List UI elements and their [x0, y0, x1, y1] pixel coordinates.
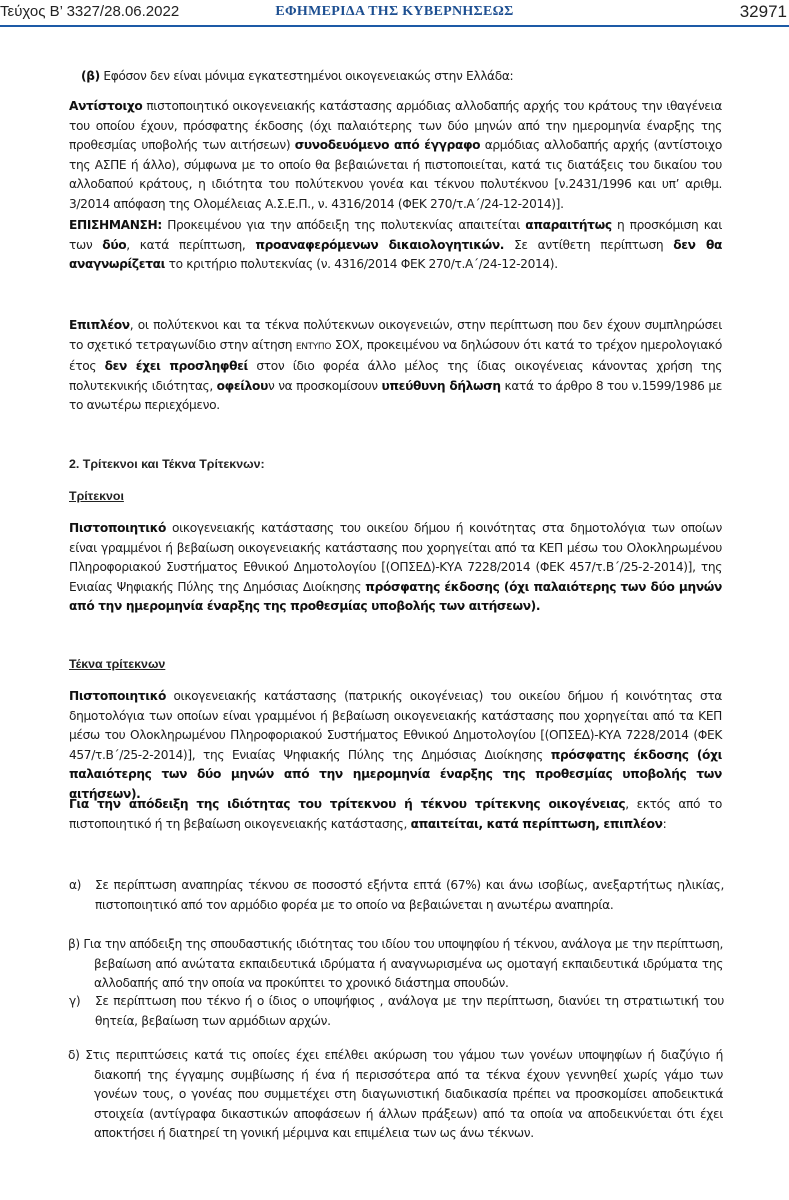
paragraph-episimansi: ΕΠΙΣΗΜΑΝΣΗ: Προκειμένου για την απόδειξη της πολυτεκνίας απαιτείται απαραιτήτως η προσκόμιση και των δύο, κατά περίπτωση, προαναφερόμενων δικαιολογητικών. Σε αντίθετη περίπτωση δεν θα αναγνωρίζεται το κριτήριο πολυτεκνίας (ν. 4316/2014 ΦΕΚ 270/τ.Α΄/24-12-2014).: [69, 218, 722, 271]
subheading-tritekni: Τρίτεκνοι: [69, 489, 124, 503]
gazette-title: ΕΦΗΜΕΡΙΔΑ ΤΗΣ ΚΥΒΕΡΝΗΣΕΩΣ: [275, 4, 514, 19]
section-beta-marker: (β): [81, 69, 100, 83]
paragraph-tekna-certificate: Πιστοποιητικό οικογενειακής κατάστασης (πατρικής οικογένειας) του οικείου δήμου ή κοινότητας στα δημοτολόγια των οποίων είναι γραμμένοι ή βεβαίωση οικογενειακής κατάστασης που χορηγείται από τα ΚΕΠ μέσω του Ολοκληρωμένου Πληροφοριακού Συστήματος Εθνικού Δημοτολογίου [(ΟΠΣΕΔ)-ΚΥΑ 7228/2014 (ΦΕΚ 457/τ.Β΄/25-2-2014)], της Ενιαίας Ψηφιακής Πύλης της Δημόσιας Διοίκησης πρόσφατης έκδοσης (όχι παλαιότερης των δύο μηνών από την ημερομηνία έναρξης της προθεσμίας υποβολής των αιτήσεων).: [69, 689, 722, 801]
header-rule: [0, 25, 789, 27]
section-beta-line: (β) Εφόσον δεν είναι μόνιμα εγκατεστημένοι οικογενειακώς στην Ελλάδα:: [81, 69, 514, 83]
list-item-delta: δ) Στις περιπτώσεις κατά τις οποίες έχει επέλθει ακύρωση του γάμου των γονέων υποψηφίων ή διαζύγιο ή διακοπή της έγγαμης συμβίωσης ή ένα ή περισσότερα από τα τέκνα έχουν γεννηθεί χωρίς γάμο των γονέων τους, ο γονέας που συμμετέχει στη διαγωνιστική διαδικασία πρέπει να προσκομίσει αποδεικτικά στοιχεία (αντίγραφα δικαστικών αποφάσεων ή άλλων πράξεων) από τα οποία να αποδεικνύεται ότι έχει αποκτήσει ή διατηρεί τη γονική μέριμνα και επιμέλεια των ως άνω τέκνων.: [68, 1048, 723, 1140]
section-2-heading: 2. Τρίτεκνοι και Τέκνα Τρίτεκνων:: [69, 457, 265, 471]
page-header: [0, 0, 789, 26]
list-item-beta: β) Για την απόδειξη της σπουδαστικής ιδιότητας του ιδίου του υποψηφίου ή τέκνου, ανάλογα με την περίπτωση, βεβαίωση από ανώτατα εκπαιδευτικά ιδρύματα ή αναγνωρισμένα ως ομοταγή εκπαιδευτικά ιδρύματα της αλλοδαπής από την οποία να προκύπτει το χρονικό διάστημα σπουδών.: [68, 937, 723, 990]
paragraph-proof-requirements: Για την απόδειξη της ιδιότητας του τρίτεκνου ή τέκνου τρίτεκνης οικογένειας, εκτός από το πιστοποιητικό ή τη βεβαίωση οικογενειακής κατάστασης, απαιτείται, κατά περίπτωση, επιπλέον:: [69, 797, 723, 831]
subheading-tekna-tritekvon: Τέκνα τρίτεκνων: [69, 657, 166, 671]
list-marker: γ): [69, 994, 81, 1008]
paragraph-tritekni-certificate: Πιστοποιητικό οικογενειακής κατάστασης του οικείου δήμου ή κοινότητας στα δημοτολόγια των οποίων είναι γραμμένοι ή βεβαίωση οικογενειακής κατάστασης που χορηγείται από τα ΚΕΠ μέσω του Ολοκληρωμένου Πληροφοριακού Συστήματος Εθνικού Δημοτολογίου [(ΟΠΣΕΔ)-ΚΥΑ 7228/2014 (ΦΕΚ 457/τ.Β΄/25-2-2014)], της Ενιαίας Ψηφιακής Πύλης της Δημόσιας Διοίκησης πρόσφατης έκδοσης (όχι παλαιότερης των δύο μηνών από την ημερομηνία έναρξης της προθεσμίας υποβολής των αιτήσεων).: [69, 521, 722, 613]
list-marker: β): [68, 937, 80, 951]
list-marker: α): [69, 878, 82, 892]
list-item-alpha: α) Σε περίπτωση αναπηρίας τέκνου σε ποσοστό εξήντα επτά (67%) και άνω ισοβίως, ανεξαρτήτως ηλικίας, πιστοποιητικό από τον αρμόδιο φορέα με το οποίο να βεβαιώνεται η ανωτέρω αναπηρία.: [69, 878, 724, 912]
list-marker: δ): [68, 1048, 80, 1062]
issue-label: Τεύχος Β’ 3327/28.06.2022: [0, 3, 180, 20]
list-item-gamma: γ) Σε περίπτωση που τέκνο ή ο ίδιος ο υποψήφιος , ανάλογα με την περίπτωση, διανύει τη στρατιωτική του θητεία, βεβαίωση των αρμόδιων αρχών.: [69, 994, 724, 1028]
paragraph-epipleon: Επιπλέον, οι πολύτεκνοι και τα τέκνα πολύτεκνων οικογενειών, στην περίπτωση που δεν έχουν συμπληρώσει το σχετικό τετραγωνίδιο στην αίτηση ΕΝΤΥΠΟ ΣΟΧ, προκειμένου να δηλώσουν ότι κατά το τρέχον ημερολογιακό έτος δεν έχει προσληφθεί στον ίδιο φορέα άλλο μέλος της ίδιας οικογένειας κάνοντας χρήση της πολυτεκνικής ιδιότητας, οφείλουν να προσκομίσουν υπεύθυνη δήλωση κατά το άρθρο 8 του ν.1599/1986 με το ανωτέρω περιεχόμενο.: [69, 318, 722, 412]
paragraph-antistoixo: Αντίστοιχο πιστοποιητικό οικογενειακής κατάστασης αρμόδιας αλλοδαπής αρχής του κράτους την ιθαγένεια του οποίου έχουν, πρόσφατης έκδοσης (όχι παλαιότερης των δύο μηνών από την ημερομηνία έναρξης της προθεσμίας υποβολής των αιτήσεων) συνοδευόμενο από έγγραφο αρμόδιας αλλοδαπής αρχής (αντίστοιχο της ΑΣΠΕ ή άλλο), σύμφωνα με το οποίο θα βεβαιώνεται ή πιστοποιείται, κατά τις διατάξεις του δικαίου του αλλοδαπού κράτους, η ιδιότητα του πολύτεκνου γονέα και τέκνου πολυτέκνου [ν.2431/1996 και υπ’ αριθμ. 3/2014 απόφαση της Ολομέλειας Α.Σ.Ε.Π., ν. 4316/2014 (ΦΕΚ 270/τ.Α΄/24-12-2014)].: [69, 99, 722, 211]
page-number: 32971: [739, 2, 787, 21]
